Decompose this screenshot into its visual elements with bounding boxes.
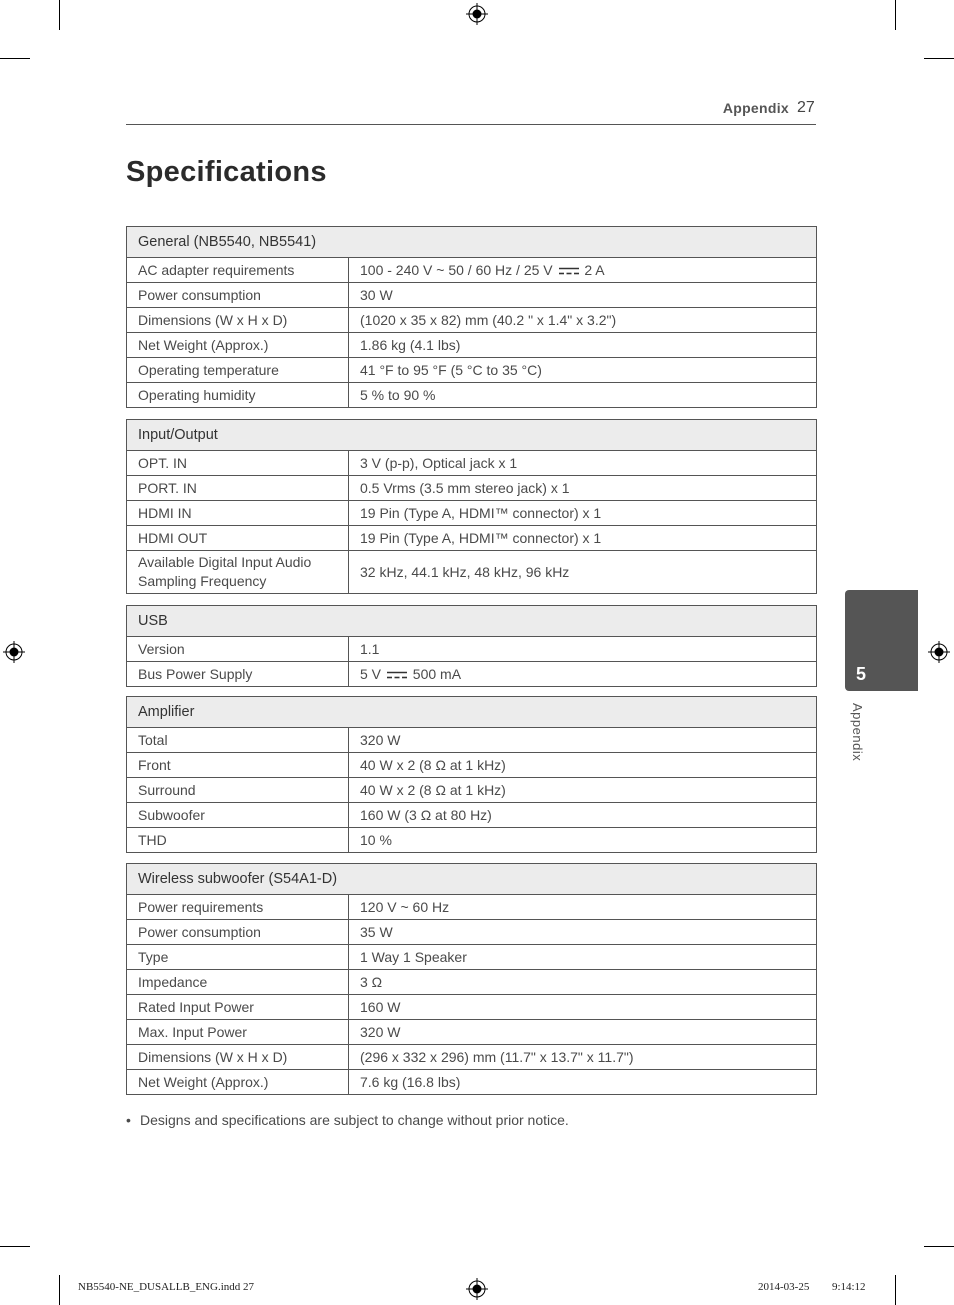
spec-label: Dimensions (W x H x D) — [127, 1045, 349, 1070]
spec-row — [127, 1020, 817, 1045]
spec-value — [349, 1045, 817, 1070]
spec-label: HDMI IN — [127, 501, 349, 526]
spec-value — [349, 1070, 817, 1095]
spec-table-header-row — [127, 864, 817, 895]
spec-label: Front — [127, 753, 349, 778]
spec-value-text: 35 W — [360, 923, 393, 940]
spec-table — [126, 226, 817, 408]
spec-table — [126, 863, 817, 1095]
spec-value-part: 5 V — [360, 665, 382, 682]
spec-value-text: 160 W (3 Ω at 80 Hz) — [360, 806, 492, 823]
spec-row — [127, 828, 817, 853]
spec-value — [349, 1020, 817, 1045]
spec-row — [127, 333, 817, 358]
spec-row — [127, 501, 817, 526]
spec-table-header-row — [127, 420, 817, 451]
spec-value — [349, 637, 817, 662]
spec-value — [349, 358, 817, 383]
spec-label: Rated Input Power — [127, 995, 349, 1020]
spec-value-text: (1020 x 35 x 82) mm (40.2 " x 1.4" x 3.2") — [360, 311, 617, 328]
crop-mark — [59, 0, 60, 30]
spec-row — [127, 476, 817, 501]
spec-row — [127, 526, 817, 551]
spec-value — [349, 895, 817, 920]
spec-row — [127, 283, 817, 308]
spec-value-text: 5 % to 90 % — [360, 386, 436, 403]
spec-value-text: 19 Pin (Type A, HDMI™ connector) x 1 — [360, 529, 602, 546]
spec-value — [349, 803, 817, 828]
spec-value-text: 160 W — [360, 998, 401, 1015]
footnote-text: Designs and specifications are subject to change without prior notice. — [140, 1112, 569, 1128]
bullet-icon: • — [126, 1112, 131, 1128]
spec-value-text: 1.1 — [360, 640, 380, 657]
spec-value — [349, 945, 817, 970]
spec-row — [127, 945, 817, 970]
spec-label: Surround — [127, 778, 349, 803]
spec-table-header-row — [127, 697, 817, 728]
spec-value — [349, 828, 817, 853]
spec-value — [349, 283, 817, 308]
spec-value — [349, 551, 817, 594]
registration-mark-icon — [466, 1278, 488, 1300]
spec-table-heading: Amplifier — [127, 697, 817, 728]
spec-table-heading: Input/Output — [127, 420, 817, 451]
spec-label: Power consumption — [127, 920, 349, 945]
spec-table — [126, 696, 817, 853]
registration-mark-icon — [466, 3, 488, 25]
spec-row — [127, 308, 817, 333]
spec-label: Operating temperature — [127, 358, 349, 383]
spec-row — [127, 803, 817, 828]
spec-label: THD — [127, 828, 349, 853]
spec-value — [349, 920, 817, 945]
spec-table-header-row — [127, 606, 817, 637]
spec-row — [127, 358, 817, 383]
spec-table-heading: General (NB5540, NB5541) — [127, 227, 817, 258]
spec-value-text: 3 V (p-p), Optical jack x 1 — [360, 454, 518, 471]
header-rule — [126, 124, 816, 125]
print-slug-filename: NB5540-NE_DUSALLB_ENG.indd 27 — [78, 1281, 254, 1293]
spec-row — [127, 662, 817, 687]
spec-value-text: 1 Way 1 Speaker — [360, 948, 467, 965]
spec-label: Total — [127, 728, 349, 753]
spec-value — [349, 526, 817, 551]
print-slug-timestamp: 2014-03-25 ￿￿ 9:14:12 — [758, 1281, 866, 1293]
registration-mark-icon — [928, 641, 950, 663]
spec-label: AC adapter requirements — [127, 258, 349, 283]
spec-value-text: 32 kHz, 44.1 kHz, 48 kHz, 96 kHz — [360, 563, 570, 580]
crop-mark — [895, 1275, 896, 1305]
spec-value-text: 120 V ~ 60 Hz — [360, 898, 450, 915]
dc-symbol-icon — [387, 671, 407, 679]
spec-value-part: 500 mA — [412, 665, 462, 682]
spec-value — [349, 662, 817, 687]
spec-row — [127, 920, 817, 945]
spec-table — [126, 419, 817, 594]
spec-value-text: 10 % — [360, 831, 392, 848]
crop-mark — [0, 1246, 30, 1247]
spec-value — [349, 970, 817, 995]
spec-value — [349, 728, 817, 753]
crop-mark — [59, 1275, 60, 1305]
spec-value-text: 320 W — [360, 1023, 401, 1040]
spec-label: PORT. IN — [127, 476, 349, 501]
spec-label: Power requirements — [127, 895, 349, 920]
spec-table-header-row — [127, 227, 817, 258]
page-number: 27 — [797, 99, 815, 116]
crop-mark — [924, 1246, 954, 1247]
spec-label: HDMI OUT — [127, 526, 349, 551]
spec-value-text: 0.5 Vrms (3.5 mm stereo jack) x 1 — [360, 479, 570, 496]
spec-label: OPT. IN — [127, 451, 349, 476]
spec-value-text: (296 x 332 x 296) mm (11.7" x 13.7" x 11.7") — [360, 1048, 634, 1065]
spec-label: Subwoofer — [127, 803, 349, 828]
spec-label: Version — [127, 637, 349, 662]
running-header-section: Appendix — [722, 100, 789, 116]
spec-value — [349, 501, 817, 526]
spec-value-text: 40 W x 2 (8 Ω at 1 kHz) — [360, 781, 506, 798]
spec-label: Power consumption — [127, 283, 349, 308]
spec-value — [349, 778, 817, 803]
spec-label: Net Weight (Approx.) — [127, 333, 349, 358]
spec-value-text: 41 °F to 95 °F (5 °C to 35 °C) — [360, 361, 542, 378]
spec-value-text: 7.6 kg (16.8 lbs) — [360, 1073, 461, 1090]
spec-label: Bus Power Supply — [127, 662, 349, 687]
spec-label: Type — [127, 945, 349, 970]
spec-value — [349, 476, 817, 501]
chapter-tab-number: 5 — [856, 664, 867, 684]
spec-row — [127, 970, 817, 995]
spec-value — [349, 753, 817, 778]
spec-label: Max. Input Power — [127, 1020, 349, 1045]
spec-value — [349, 308, 817, 333]
spec-value-text: 40 W x 2 (8 Ω at 1 kHz) — [360, 756, 506, 773]
spec-label: Available Digital Input Audio Sampling Frequency — [127, 551, 349, 594]
crop-mark — [924, 58, 954, 59]
registration-mark-icon — [3, 641, 25, 663]
spec-row — [127, 895, 817, 920]
spec-value — [349, 258, 817, 283]
spec-value-text: 1.86 kg (4.1 lbs) — [360, 336, 461, 353]
spec-label: Dimensions (W x H x D) — [127, 308, 349, 333]
dc-symbol-icon — [559, 267, 579, 275]
spec-row — [127, 728, 817, 753]
spec-value-part: 2 A — [584, 261, 605, 278]
spec-value — [349, 451, 817, 476]
spec-row — [127, 551, 817, 594]
spec-label: Net Weight (Approx.) — [127, 1070, 349, 1095]
spec-value-text: 320 W — [360, 731, 401, 748]
spec-value-text: 19 Pin (Type A, HDMI™ connector) x 1 — [360, 504, 602, 521]
spec-table — [126, 605, 817, 687]
footnote — [126, 1112, 569, 1128]
spec-table-heading: USB — [127, 606, 817, 637]
spec-row — [127, 778, 817, 803]
chapter-tab-label: Appendix — [850, 703, 865, 762]
spec-row — [127, 753, 817, 778]
spec-row — [127, 383, 817, 408]
spec-value — [349, 995, 817, 1020]
spec-value-part: 100 - 240 V ~ 50 / 60 Hz / 25 V — [360, 261, 553, 278]
spec-value-text: 3 Ω — [360, 973, 383, 990]
spec-value-text: 30 W — [360, 286, 393, 303]
spec-table-heading: Wireless subwoofer (S54A1-D) — [127, 864, 817, 895]
spec-row — [127, 637, 817, 662]
spec-row — [127, 451, 817, 476]
spec-value — [349, 333, 817, 358]
spec-row — [127, 1045, 817, 1070]
spec-value — [349, 383, 817, 408]
page-title: Specifications — [126, 156, 327, 188]
spec-row — [127, 258, 817, 283]
spec-row — [127, 1070, 817, 1095]
spec-label: Impedance — [127, 970, 349, 995]
crop-mark — [0, 58, 30, 59]
spec-row — [127, 995, 817, 1020]
spec-label: Operating humidity — [127, 383, 349, 408]
crop-mark — [895, 0, 896, 30]
